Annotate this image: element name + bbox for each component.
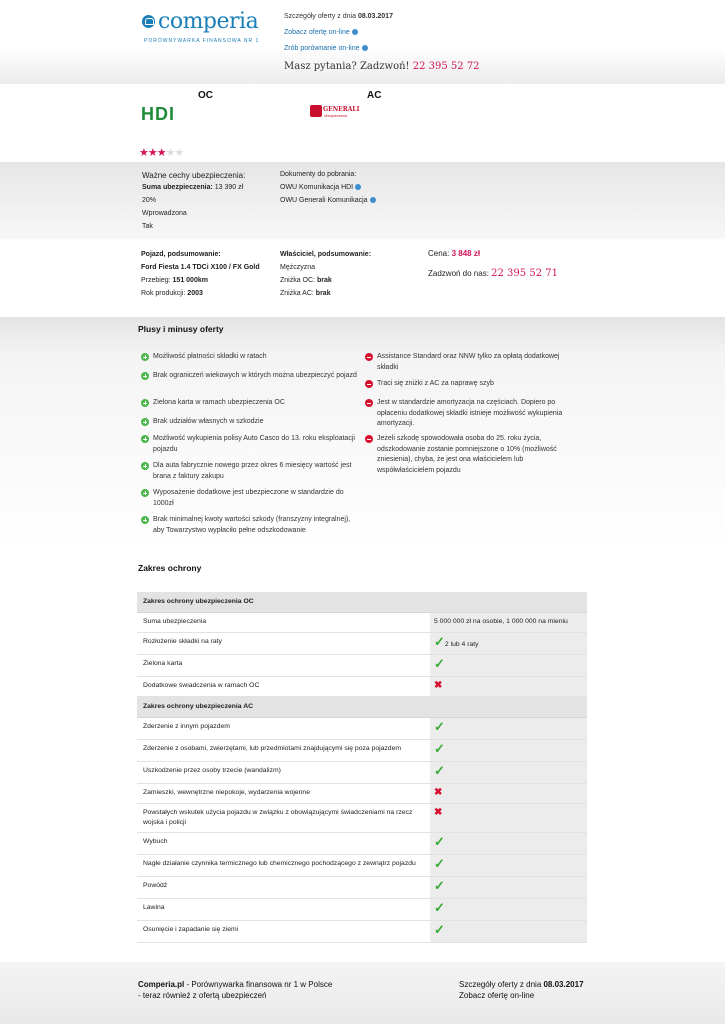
coverage-mark-cell — [430, 855, 587, 876]
cross-icon: ✖ — [434, 787, 443, 798]
call-phone[interactable]: 22 395 52 71 — [491, 268, 558, 279]
con-item: Jest w standardzie amortyzacja na częściach. Dopiero po opłaceniu dodatkowej składki istnieje możliwość wykupienia amortyzacji. — [377, 399, 563, 427]
docs-title: Dokumenty do pobrania: — [280, 171, 357, 178]
table-row — [137, 655, 587, 677]
plus-icon — [141, 462, 149, 470]
coverage-label: Powstałych wskutek użycia pojazdu w związku z obowiązującymi świadczeniami na rzecz wojska i policji — [143, 809, 413, 826]
coverage-value: 5 000 000 zł na osobie, 1 000 000 na mieniu — [434, 618, 568, 625]
coverage-mark-cell — [430, 740, 587, 761]
vehicle-title: Pojazd, podsumowanie: — [141, 251, 221, 258]
table-row — [137, 899, 587, 921]
vehicle-model: Ford Fiesta 1.4 TDCi X100 / FX Gold — [141, 264, 260, 271]
check-icon: ✓ — [434, 763, 445, 778]
table-row — [137, 633, 587, 655]
star-filled-icon: ★ — [156, 147, 166, 159]
coverage-label: Zderzenie z osobami, zwierzętami, lub przedmiotami znajdującymi się poza pojazdem — [143, 745, 402, 752]
coverage-mark-cell — [430, 921, 587, 942]
rating-stars — [139, 146, 183, 159]
pro-item: Brak ograniczeń wiekowych w których można ubezpieczyć pojazd — [153, 372, 357, 379]
coverage-title: Zakres ochrony — [138, 563, 202, 573]
info-icon — [352, 29, 358, 35]
ac-discount-line: Zniżka AC: brak — [280, 290, 331, 297]
footer-line-2: - teraz również z ofertą ubezpieczeń — [138, 991, 267, 1000]
hdi-logo: HDI — [141, 104, 175, 124]
plus-icon — [141, 399, 149, 407]
table-row — [137, 613, 587, 633]
doc-generali-link[interactable]: OWU Generali Komunikacja — [280, 197, 376, 204]
table-row — [137, 877, 587, 899]
star-empty-icon: ★ — [174, 147, 184, 159]
logo-tagline: PORÓWNYWARKA FINANSOWA NR 1 — [144, 38, 260, 44]
pro-item: Brak minimalnej kwoty wartości szkody (franszyzny integralnej), aby Towarzystwo wypłaciło pełne odszkodowanie — [153, 516, 351, 534]
plus-icon — [141, 435, 149, 443]
offer-date-line: Szczegóły oferty z dnia 08.03.2017 — [284, 13, 393, 20]
owner-gender: Mężczyzna — [280, 264, 316, 271]
pros-cons-band — [0, 317, 725, 553]
coverage-label: Wybuch — [143, 838, 168, 845]
con-item: Traci się zniżki z AC za naprawę szyb — [377, 380, 494, 387]
pro-item: Wyposażenie dodatkowe jest ubezpieczone w standardzie do 1000zł — [153, 489, 344, 507]
con-item: Jeżeli szkodę spowodowała osoba do 25. roku życia, odszkodowanie zostanie pomniejszone o 10% (możliwość zniesienia), chyba, że jest ona właścicielem lub współwłaścicielem pojazdu — [377, 435, 557, 474]
info-icon — [362, 45, 368, 51]
page-footer — [0, 962, 725, 1024]
coverage-mark-cell — [430, 718, 587, 739]
plus-icon — [141, 516, 149, 524]
coverage-mark-cell — [430, 833, 587, 854]
plus-icon — [141, 489, 149, 497]
table-row — [137, 804, 587, 833]
table-section-header: Zakres ochrony ubezpieczenia AC — [137, 697, 587, 718]
con-item: Assistance Standard oraz NNW tylko za opłatą dodatkowej składki — [377, 353, 560, 371]
info-icon — [355, 184, 361, 190]
check-icon: ✓ — [434, 741, 445, 756]
plus-icon — [141, 353, 149, 361]
footer-line-1: Comperia.pl - Porównywarka finansowa nr 1 w Polsce — [138, 980, 333, 989]
pro-item: Dla auta fabrycznie nowego przez okres 6 miesięcy wartość jest brana z faktury zakupu — [153, 462, 352, 480]
minus-icon — [365, 380, 373, 388]
coverage-mark-cell — [430, 633, 587, 654]
price-value: 3 848 zł — [451, 249, 481, 258]
owner-title: Właściciel, podsumowanie: — [280, 251, 372, 258]
coverage-label: Zderzenie z innym pojazdem — [143, 723, 230, 730]
feature-line-4: Tak — [142, 223, 153, 230]
coverage-label: Zielona karta — [143, 660, 183, 667]
check-icon: ✓ — [434, 922, 445, 937]
coverage-label: Nagłe działanie czynnika termicznego lub chemicznego pochodzącego z zewnątrz pojazdu — [143, 860, 416, 867]
table-row — [137, 833, 587, 855]
compare-link[interactable]: Zrób porównanie on-line — [284, 45, 368, 52]
feature-line-3: Wprowadzona — [142, 210, 187, 217]
price-line: Cena: 3 848 zł — [428, 249, 481, 258]
generali-lion-icon — [310, 105, 322, 117]
pro-item: Zielona karta w ramach ubezpieczenia OC — [153, 399, 285, 406]
coverage-mark-cell — [430, 762, 587, 783]
coverage-value: 2 lub 4 raty — [444, 641, 479, 648]
star-empty-icon: ★ — [165, 147, 175, 159]
comperia-logo-icon — [142, 15, 155, 28]
coverage-mark-cell — [430, 677, 587, 696]
pros-cons-title: Plusy i minusy oferty — [138, 324, 224, 334]
features-title: Ważne cechy ubezpieczenia: — [142, 171, 246, 180]
check-icon: ✓ — [434, 634, 445, 649]
pro-item: Brak udziałów własnych w szkodzie — [153, 418, 264, 425]
header-phone[interactable]: 22 395 52 72 — [412, 61, 480, 72]
ac-label: AC — [367, 90, 382, 101]
table-section-header: Zakres ochrony ubezpieczenia OC — [137, 592, 587, 613]
footer-see-offer-link[interactable]: Zobacz ofertę on-line — [459, 991, 535, 1000]
coverage-label: Suma ubezpieczenia — [143, 618, 207, 625]
minus-icon — [365, 353, 373, 361]
cross-icon: ✖ — [434, 807, 443, 818]
questions-line: Masz pytania? Zadzwoń! 22 395 52 72 — [284, 61, 480, 72]
check-icon: ✓ — [434, 656, 445, 671]
coverage-mark-cell — [430, 899, 587, 920]
coverage-label: Dodatkowe świadczenia w ramach OC — [143, 682, 260, 689]
coverage-label: Powódź — [143, 882, 168, 889]
star-filled-icon: ★ — [147, 147, 157, 159]
check-icon: ✓ — [434, 719, 445, 734]
plus-icon — [141, 372, 149, 380]
coverage-mark-cell — [430, 877, 587, 898]
check-icon: ✓ — [434, 834, 445, 849]
coverage-label: Osunięcie i zapadanie się ziemi — [143, 926, 239, 933]
minus-icon — [365, 435, 373, 443]
check-icon: ✓ — [434, 900, 445, 915]
offer-date: 08.03.2017 — [357, 13, 393, 20]
table-row — [137, 677, 587, 697]
table-row — [137, 718, 587, 740]
coverage-mark-cell — [430, 804, 587, 832]
generali-logo: GENERALI Ubezpieczenia — [310, 105, 358, 121]
coverage-label: Uszkodzenie przez osoby trzecie (wandalizm) — [143, 767, 281, 774]
see-offer-link[interactable]: Zobacz ofertę on-line — [284, 29, 358, 36]
pro-item: Możliwość płatności składki w ratach — [153, 353, 267, 360]
coverage-mark-cell — [430, 784, 587, 803]
coverage-label: Lawina — [143, 904, 165, 911]
table-row — [137, 784, 587, 804]
table-row — [137, 740, 587, 762]
table-row — [137, 855, 587, 877]
oc-discount-line: Zniżka OC: brak — [280, 277, 332, 284]
year-line: Rok produkcji: 2003 — [141, 290, 203, 297]
info-icon — [370, 197, 376, 203]
coverage-mark-cell — [430, 655, 587, 676]
footer-date-line: Szczegóły oferty z dnia 08.03.2017 — [459, 980, 584, 989]
minus-icon — [365, 399, 373, 407]
page-header: comperia PORÓWNYWARKA FINANSOWA NR 1 Szczegóły oferty z dnia 08.03.2017 Zobacz ofertę on-line Zrób porównanie on-line Masz pytania? Zadzwoń! 22 395 52 72 — [0, 0, 725, 84]
coverage-label: Rozłożenie składki na raty — [143, 638, 222, 645]
doc-hdi-link[interactable]: OWU Komunikacja HDI — [280, 184, 361, 191]
coverage-table — [137, 592, 587, 943]
check-icon: ✓ — [434, 878, 445, 893]
oc-label: OC — [198, 90, 213, 101]
cross-icon: ✖ — [434, 680, 443, 691]
call-line: Zadzwoń do nas: 22 395 52 71 — [428, 268, 558, 279]
check-icon: ✓ — [434, 856, 445, 871]
pro-item: Możliwość wykupienia polisy Auto Casco do 13. roku eksploatacji pojazdu — [153, 435, 355, 453]
coverage-label: Zamieszki, wewnętrzne niepokoje, wydarzenia wojenne — [143, 789, 310, 796]
coverage-mark-cell — [430, 613, 587, 632]
sum-line: Suma ubezpieczenia: 13 390 zł — [142, 184, 244, 191]
footer-brand[interactable]: Comperia.pl — [138, 980, 185, 989]
table-row — [137, 921, 587, 943]
table-row — [137, 762, 587, 784]
plus-icon — [141, 418, 149, 426]
feature-line-2: 20% — [142, 197, 157, 204]
star-filled-icon: ★ — [139, 147, 148, 159]
mileage-line: Przebieg: 151 000km — [141, 277, 208, 284]
